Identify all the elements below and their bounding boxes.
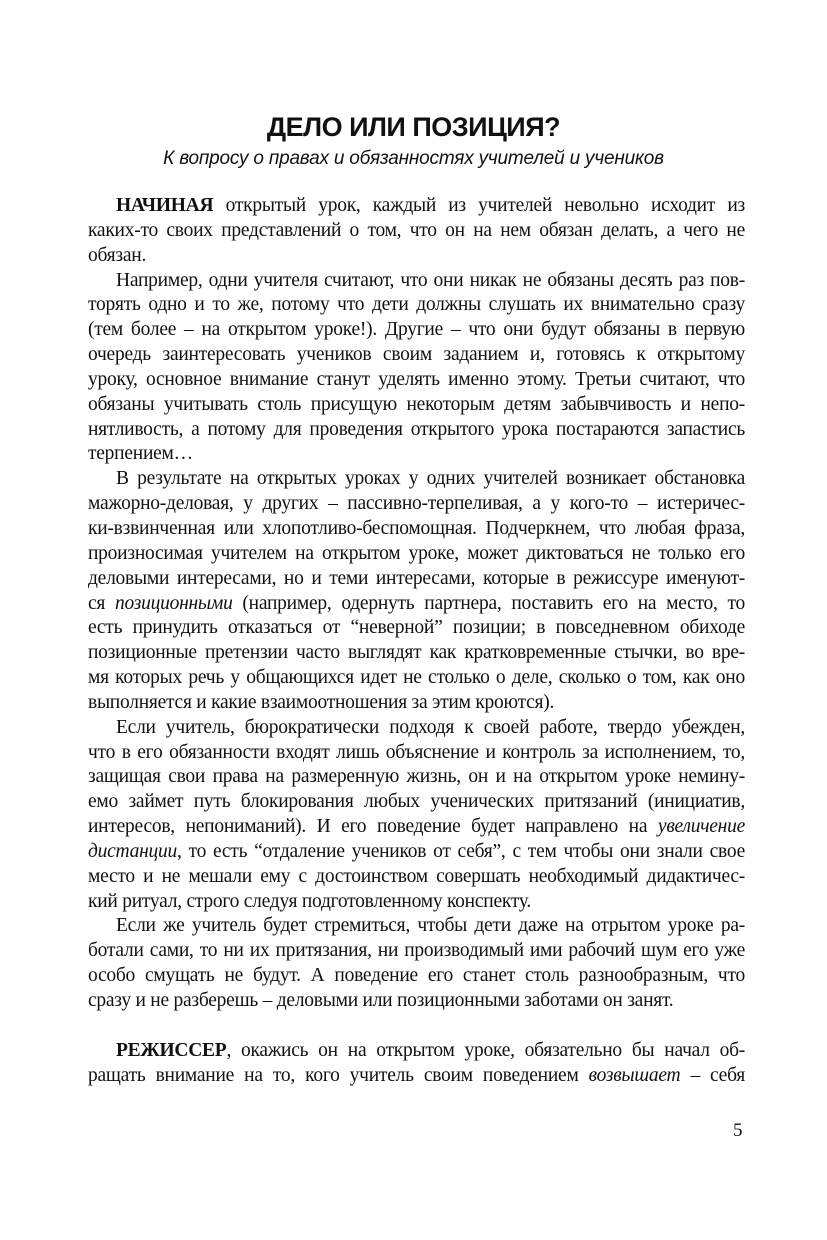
- text-line: [88, 592, 745, 617]
- text-line: [88, 666, 745, 691]
- text-line: [88, 194, 745, 219]
- text-span: позиционные претензии часто выглядят как кратковременные стычки, во вре-: [88, 642, 745, 664]
- text-span: защищая свои права на размеренную жизнь, он и на открытом уроке немину-: [88, 766, 745, 788]
- text-line: [88, 840, 745, 865]
- text-line: [88, 914, 745, 939]
- text-line: [88, 293, 745, 318]
- text-line: [88, 691, 745, 716]
- paragraph-gap: [88, 1014, 745, 1039]
- text-line: [88, 492, 745, 517]
- text-span: , окажись он на открытом уроке, обязательно бы начал об-: [226, 1039, 745, 1061]
- text-line: [88, 716, 745, 741]
- text-span: В результате на открытых уроках у одних учителей возникает обстановка: [116, 468, 745, 490]
- text-line: [88, 765, 745, 790]
- text-span: место и не мешали ему с достоинством совершать необходимый дидактичес-: [88, 865, 745, 887]
- text-span: ся: [88, 592, 115, 614]
- text-span: обязан.: [88, 244, 147, 266]
- text-line: [88, 318, 745, 343]
- text-line: [88, 517, 745, 542]
- text-line: [88, 939, 745, 964]
- article-title: ДЕЛО ИЛИ ПОЗИЦИЯ?: [266, 112, 561, 142]
- paragraph: [88, 914, 745, 1013]
- article-body: [88, 194, 745, 1088]
- paragraph: [88, 467, 745, 715]
- text-span: каких-то своих представлений о том, что он на нем обязан делать, а чего не: [88, 219, 745, 241]
- text-span: произносимая учителем на открытом уроке, может диктоваться не только его: [88, 542, 745, 564]
- text-span: торять одно и то же, потому что дети должны слушать их внимательно сразу: [88, 294, 745, 316]
- text-span: , то есть “отдаление учеников от себя”, с тем чтобы они знали свое: [177, 840, 745, 862]
- text-span: емо займет путь блокирования любых ученических притязаний (инициатив,: [88, 791, 745, 813]
- bold-text: РЕЖИССЕР: [116, 1039, 227, 1061]
- text-line: [88, 269, 745, 294]
- text-line: [88, 989, 745, 1014]
- text-span: что в его обязанности входят лишь объяснение и контроль за исполнением, то,: [88, 741, 745, 763]
- text-span: (например, одернуть партнера, поставить его на место, то: [232, 592, 746, 614]
- text-span: мажорно-деловая, у других – пассивно-терпеливая, а у кого-то – истеричес-: [88, 493, 745, 515]
- text-span: открытый урок, каждый из учителей невольно исходит из: [213, 195, 745, 216]
- text-line: [88, 790, 745, 815]
- text-span: – себя: [680, 1064, 745, 1086]
- text-span: ки-взвинченная или хлопотливо-беспомощная. Подчеркнем, что любая фраза,: [88, 517, 745, 539]
- text-line: [88, 1039, 745, 1064]
- text-line: [88, 964, 745, 989]
- italic-text: возвышает: [588, 1064, 681, 1086]
- text-line: [88, 542, 745, 567]
- text-span: Если же учитель будет стремиться, чтобы дети даже на отрытом уроке ра-: [116, 915, 745, 937]
- text-line: [88, 890, 745, 915]
- bold-text: НАЧИНАЯ: [116, 195, 214, 216]
- text-span: нятливость, а потому для проведения открытого урока постараются запастись: [88, 418, 745, 440]
- text-span: деловыми интересами, но и теми интересами, которые в режиссуре именуют-: [88, 567, 745, 589]
- text-span: (тем более – на открытом уроке!). Другие – что они будут обязаны в первую: [88, 319, 745, 341]
- text-line: [88, 641, 745, 666]
- text-span: Если учитель, бюрократически подходя к своей работе, твердо убежден,: [116, 716, 745, 738]
- italic-text: увеличение: [657, 816, 745, 838]
- text-line: [88, 815, 745, 840]
- text-span: ботали сами, то ни их притязания, ни производимый ими рабочий шум его уже: [88, 940, 745, 962]
- paragraph: [88, 716, 745, 915]
- text-span: очередь заинтересовать учеников своим заданием и, готовясь к открытому: [88, 344, 745, 366]
- text-span: сразу и не разберешь – деловыми или позиционными заботами он занят.: [88, 990, 674, 1011]
- italic-text: позиционными: [114, 592, 233, 614]
- page-number: 5: [733, 1120, 743, 1141]
- text-span: терпением…: [88, 443, 193, 465]
- article-subtitle: К вопросу о правах и обязанностях учителей и учеников: [163, 148, 664, 169]
- paragraph: [88, 194, 745, 269]
- text-line: [88, 741, 745, 766]
- text-span: интересов, непониманий). И его поведение будет направлено на: [88, 816, 658, 838]
- text-span: ращать внимание на то, кого учитель своим поведением: [88, 1064, 589, 1086]
- text-line: [88, 219, 745, 244]
- text-span: уроку, основное внимание станут уделять именно этому. Третьи считают, что: [88, 368, 745, 390]
- text-span: обязаны учитывать столь присущую некоторым детям забывчивость и непо-: [88, 393, 745, 415]
- text-line: [88, 368, 745, 393]
- text-span: Например, одни учителя считают, что они никак не обязаны десять раз пов-: [116, 269, 745, 291]
- text-span: есть принудить отказаться от “неверной” позиции; в повседневном обиходе: [88, 617, 745, 639]
- text-line: [88, 616, 745, 641]
- paragraph: [88, 269, 745, 468]
- text-line: [88, 442, 745, 467]
- text-line: [88, 1064, 745, 1089]
- paragraph: [88, 1039, 745, 1089]
- text-line: [88, 244, 745, 269]
- italic-text: дистанции: [88, 840, 178, 862]
- text-span: выполняется и какие взаимоотношения за этим кроются).: [88, 691, 555, 713]
- text-span: кий ритуал, строго следуя подготовленному конспекту.: [88, 890, 532, 912]
- text-span: особо смущать не будут. А поведение его станет столь разнообразным, что: [88, 965, 745, 987]
- text-line: [88, 393, 745, 418]
- text-line: [88, 343, 745, 368]
- text-line: [88, 865, 745, 890]
- text-line: [88, 418, 745, 443]
- text-span: мя которых речь у общающихся идет не столько о деле, сколько о том, как оно: [88, 667, 745, 689]
- text-line: [88, 467, 745, 492]
- text-line: [88, 567, 745, 592]
